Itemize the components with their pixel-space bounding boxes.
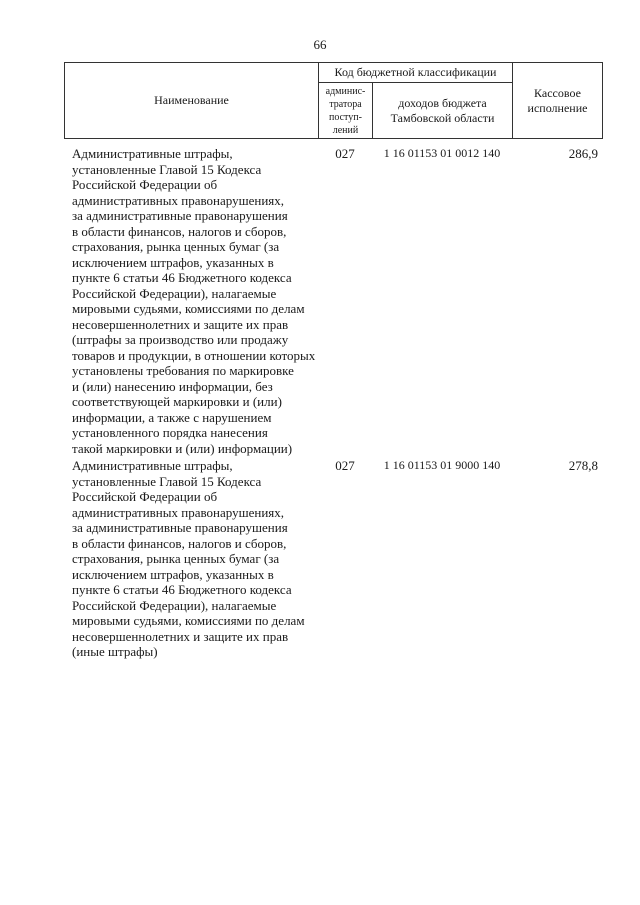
row-income-code: 1 16 01153 01 9000 140 [383, 458, 501, 472]
row-name-line: несовершеннолетних и защите их прав [72, 316, 289, 332]
row-name-line: информации, а также с нарушением [72, 409, 272, 425]
table-body [64, 146, 602, 660]
header-income [373, 83, 513, 139]
row-name-line: в области финансов, налогов и сборов, [72, 223, 287, 239]
row-name-line: страхования, рынка ценных бумаг (за [72, 551, 280, 566]
row-name-line: установленные Главой 15 Кодекса [72, 161, 262, 177]
header-income-line: доходов бюджета [398, 95, 487, 110]
row-name-line: Российской Федерации), налагаемые [72, 597, 277, 613]
row-name-line: соответствующей маркировки и (или) [72, 394, 282, 409]
row-name-line: установленного порядка нанесения [72, 425, 268, 440]
row-name-line: и (или) нанесению информации, без [72, 378, 273, 394]
row-name-line: товаров и продукции, в отношении которых [72, 347, 316, 363]
row-name-line: (иные штрафы) [72, 644, 158, 659]
row-name-line: установленные Главой 15 Кодекса [72, 473, 262, 489]
row-name-line: страхования, рынка ценных бумаг (за [72, 239, 280, 254]
row-name-line: исключением штрафов, указанных в [72, 566, 274, 582]
row-amount: 278,8 [568, 458, 598, 473]
header-execution [513, 63, 603, 139]
header-administrator-line: лений [332, 124, 359, 136]
header-administrator-line: админис- [325, 85, 366, 97]
header-budget-code: Код бюджетной классификации [319, 63, 513, 83]
row-admin-code: 027 [335, 458, 355, 473]
row-income-code: 1 16 01153 01 0012 140 [383, 146, 501, 160]
row-name-line: пункте 6 статьи 46 Бюджетного кодекса [72, 582, 292, 597]
page-number: 66 [313, 37, 327, 52]
row-name-line: административных правонарушениях, [72, 192, 284, 208]
row-name-line: за административные правонарушения [72, 208, 288, 223]
table-header [64, 62, 603, 139]
row-name-line: пункте 6 статьи 46 Бюджетного кодекса [72, 270, 292, 285]
header-execution-line: Кассовое [534, 85, 581, 100]
row-name-line: мировыми судьями, комиссиями по делам [72, 301, 305, 316]
header-name: Наименование [65, 63, 319, 139]
row-name [64, 458, 318, 660]
row-name-line: Российской Федерации об [72, 489, 218, 504]
header-execution-line: исполнение [527, 100, 588, 115]
header-income-line: Тамбовской области [390, 110, 495, 125]
header-administrator-line: поступ- [329, 111, 362, 123]
row-name-line: Административные штрафы, [72, 146, 233, 161]
table-row [64, 146, 602, 456]
row-name-line: административных правонарушениях, [72, 504, 284, 520]
row-name-line: за административные правонарушения [72, 520, 288, 535]
header-administrator [319, 83, 373, 139]
row-name-line: мировыми судьями, комиссиями по делам [72, 613, 305, 628]
row-name-line: в области финансов, налогов и сборов, [72, 535, 287, 551]
header-administrator-line: тратора [329, 98, 362, 110]
table-row [64, 458, 602, 660]
row-name-line: такой маркировки и (или) информации) [72, 440, 293, 456]
row-name-line: несовершеннолетних и защите их прав [72, 628, 289, 644]
row-name-line: Российской Федерации), налагаемые [72, 285, 277, 301]
row-admin-code: 027 [335, 146, 355, 161]
row-amount: 286,9 [568, 146, 598, 161]
row-name-line: исключением штрафов, указанных в [72, 254, 274, 270]
row-name-line: Административные штрафы, [72, 458, 233, 473]
row-name-line: Российской Федерации об [72, 177, 218, 192]
row-name [64, 146, 318, 456]
row-name-line: (штрафы за производство или продажу [72, 332, 289, 347]
row-name-line: установлены требования по маркировке [72, 363, 294, 378]
